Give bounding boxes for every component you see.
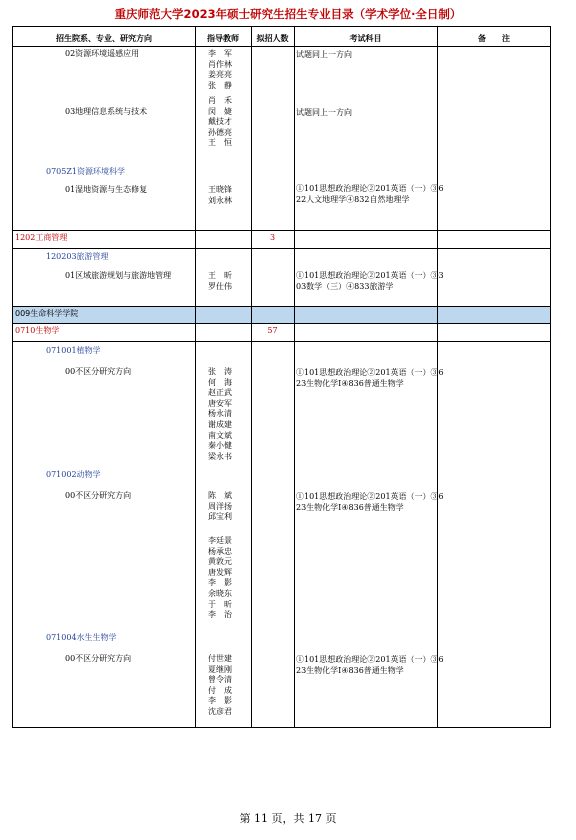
major-code: 071001植物学: [46, 346, 101, 355]
quota-value: 57: [267, 326, 278, 335]
catalog-table: [12, 26, 551, 728]
row-divider: [13, 230, 550, 231]
major-code: 071004水生生物学: [46, 633, 117, 642]
direction-label: 01区域旅游规划与旅游地管理: [65, 271, 172, 280]
exam-subjects: ①101思想政治理论②201英语（一）③623生物化学Ⅰ④836普通生物学: [296, 492, 444, 512]
header-college: 招生院系、专业、研究方向: [56, 34, 152, 43]
header-exam: 考试科目: [349, 34, 382, 43]
row-divider: [13, 341, 550, 342]
quota-value: 3: [269, 233, 276, 242]
advisor-list: 肖 禾 闵 婕 戴技才 孙德亮 王 恒: [208, 96, 232, 148]
advisor-list: 付世建 夏继刚 曾令清 付 成 李 影 沈彦君: [208, 654, 232, 716]
row-divider: [13, 306, 550, 307]
direction-label: 02资源环境遥感应用: [65, 49, 140, 58]
direction-label: 00不区分研究方向: [65, 654, 132, 663]
direction-label: 01湿地资源与生态修复: [65, 185, 148, 194]
exam-subjects: 试题同上一方向: [296, 108, 352, 117]
col-divider: [251, 27, 252, 727]
discipline-code: 1202工商管理: [15, 233, 68, 242]
header-note: 备 注: [478, 34, 510, 43]
advisor-list: 陈 斌 周洋扬 邱宝利: [208, 491, 232, 522]
major-code: 0705Z1资源环境科学: [46, 167, 126, 176]
college-band: [13, 306, 550, 323]
advisor-list: 李 军 肖作林 姜亮亮 张 静: [208, 49, 232, 90]
major-code: 120203旅游管理: [46, 252, 109, 261]
header-quota: 拟招人数: [256, 34, 289, 43]
direction-label: 00不区分研究方向: [65, 367, 132, 376]
row-divider: [13, 46, 550, 47]
advisor-list: 李廷景 杨承忠 黄敦元 唐发辉 李 影 余晓东 于 昕 李 治: [208, 536, 232, 620]
exam-subjects: ①101思想政治理论②201英语（一）③623生物化学Ⅰ④836普通生物学: [296, 655, 444, 675]
page-title: 重庆师范大学2023年硕士研究生招生专业目录（学术学位·全日制）: [114, 7, 462, 21]
header-advisor: 指导教师: [207, 34, 239, 43]
col-divider: [195, 27, 196, 727]
discipline-code: 0710生物学: [15, 326, 60, 335]
exam-subjects: 试题同上一方向: [296, 50, 352, 59]
advisor-list: 王 昕 罗仕伟: [208, 271, 232, 291]
exam-subjects: ①101思想政治理论②201英语（一）③623生物化学Ⅰ④836普通生物学: [296, 368, 444, 388]
college-label: 009生命科学学院: [15, 309, 79, 318]
col-divider: [294, 27, 295, 727]
row-divider: [13, 248, 550, 249]
major-code: 071002动物学: [46, 470, 101, 479]
exam-subjects: ①101思想政治理论②201英语（一）③622人文地理学④832自然地理学: [296, 184, 444, 204]
direction-label: 00不区分研究方向: [65, 491, 132, 500]
advisor-list: 张 涛 何 海 赵正武 唐安军 杨永清 谢成建 南文斌 秦小健 梁永书: [208, 367, 232, 461]
page-number: 第 11 页，共 17 页: [239, 812, 337, 825]
advisor-list: 王晓锋 刘永林: [208, 185, 232, 205]
exam-subjects: ①101思想政治理论②201英语（一）③303数学（三）④833旅游学: [296, 271, 444, 291]
row-divider: [13, 323, 550, 324]
direction-label: 03地理信息系统与技术: [65, 107, 148, 116]
